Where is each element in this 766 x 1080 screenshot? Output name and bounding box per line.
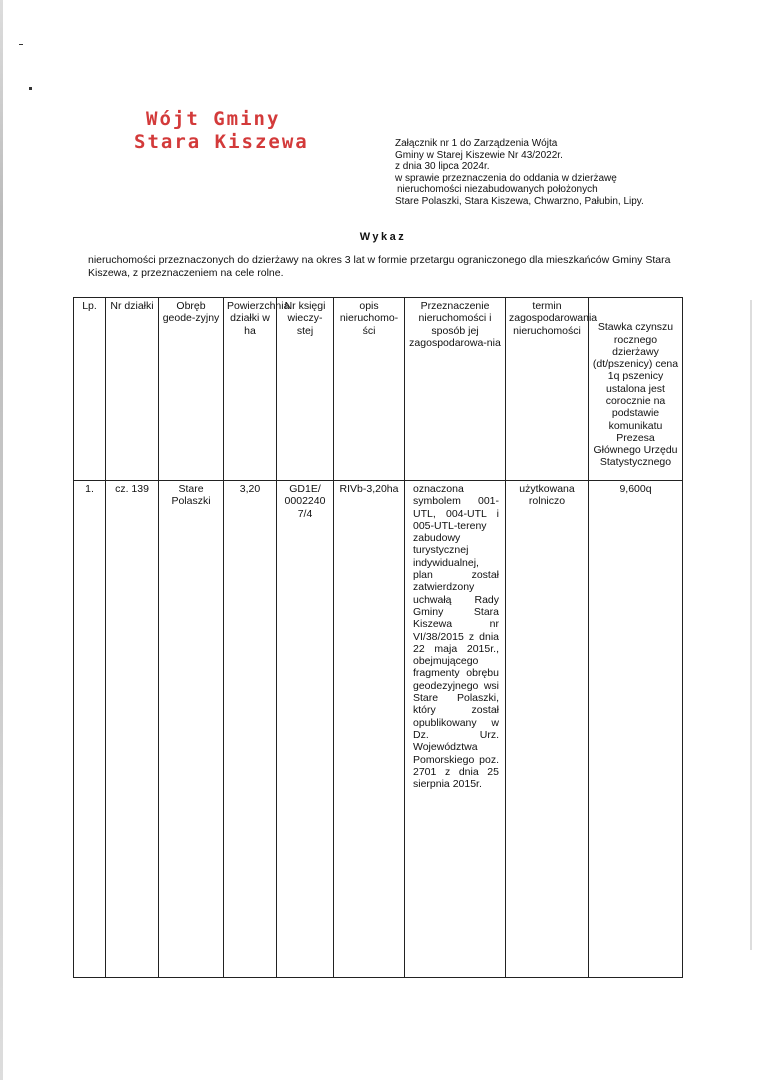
cell-precinct: Stare Polaszki [159,481,224,978]
header-precinct: Obręb geode-zyjny [159,298,224,481]
annex-line: Stare Polaszki, Stara Kiszewa, Chwarzno, Pałubin, Lipy. [395,195,644,207]
annex-line: z dnia 30 lipca 2024r. [395,161,490,173]
table-header-row [74,298,683,481]
scan-speck [19,44,23,45]
cell-plot-number: cz. 139 [106,481,159,978]
header-purpose: Przeznaczenie nieruchomości i sposób jej zagospodarowa-nia [405,298,506,481]
header-land-register: Nr księgi wieczy-stej [277,298,334,481]
scan-right-edge [750,300,752,950]
mayor-stamp [134,108,309,154]
annex-reference [395,138,644,208]
cell-development-term: użytkowana rolniczo [506,481,589,978]
scan-speck [29,87,32,90]
stamp-line-1: Wójt Gminy [146,108,281,130]
annex-line: w sprawie przeznaczenia do oddania w dzierżawę [395,172,617,184]
header-description: opis nieruchomo-ści [334,298,405,481]
header-plot-number: Nr działki [106,298,159,481]
annex-line: nieruchomości niezabudowanych położonych [397,184,598,196]
header-rent-rate: Stawka czynszu rocznego dzierżawy (dt/pszenicy) cena 1q pszenicy ustalona jest corocznie na podstawie komunikatu Prezesa Głównego Urzędu Statystycznego [589,298,683,481]
stamp-line-2: Stara Kiszewa [134,131,309,153]
cell-area: 3,20 [224,481,277,978]
scan-left-edge [0,0,3,1080]
cell-rent-rate: 9,600q [589,481,683,978]
annex-line: Załącznik nr 1 do Zarządzenia Wójta [395,138,558,149]
document-heading: Wykaz [359,231,407,243]
cell-land-register: GD1E/ 0002240 7/4 [277,481,334,978]
header-lp: Lp. [74,298,106,481]
property-table [73,297,683,978]
cell-description: RIVb-3,20ha [334,481,405,978]
table-row [74,481,683,978]
intro-paragraph: nieruchomości przeznaczonych do dzierżawy na okres 3 lat w formie przetargu ograniczonego dla mieszkańców Gminy Stara Kiszewa, z przeznaczeniem na cele rolne. [88,254,671,279]
annex-line: Gminy w Starej Kiszewie Nr 43/2022r. [395,149,563,161]
cell-purpose: oznaczona symbolem 001-UTL, 004-UTL i 005-UTL-tereny zabudowy turystycznej indywidualnej, plan został zatwierdzony uchwałą Rady Gminy Stara Kiszewa nr VI/38/2015 z dnia 22 maja 2015r., obejmującego fragmenty obrębu geodezyjnego wsi Stare Polaszki, który został opublikowany w Dz. Urz. Województwa Pomorskiego poz. 2701 z dnia 25 sierpnia 2015r. [405,481,506,978]
cell-lp: 1. [74,481,106,978]
header-area: Powierzchnia działki w ha [224,298,277,481]
header-development-term: termin zagospodarowania nieruchomości [506,298,589,481]
